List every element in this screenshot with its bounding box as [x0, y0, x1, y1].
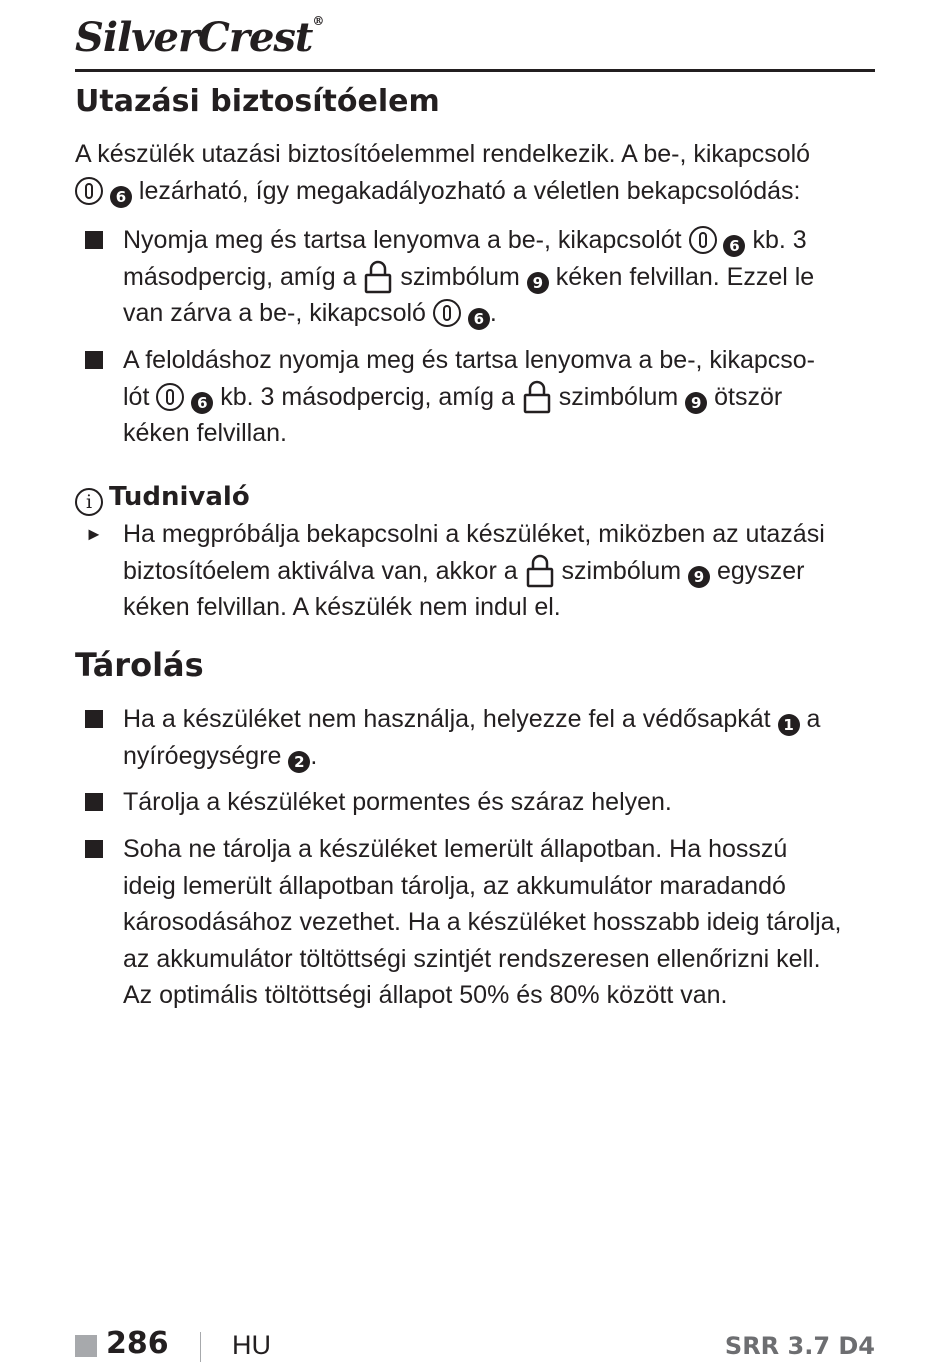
note-heading: i Tudnivaló: [75, 482, 250, 516]
power-switch-icon: [156, 383, 184, 411]
list-item: Tárolja a készüléket pormentes és száraz helyen.: [85, 784, 875, 821]
power-switch-icon: [433, 299, 461, 327]
bullet-square-icon: [85, 231, 103, 249]
footer-divider: [200, 1332, 201, 1362]
footer-square-icon: [75, 1335, 97, 1357]
bullet-square-icon: [85, 351, 103, 369]
bullet-square-icon: [85, 793, 103, 811]
ref-number-6: 6: [468, 308, 490, 330]
bullet-square-icon: [85, 710, 103, 728]
list-item: Ha a készüléket nem használja, helyezze fel a védősapkát 1 a nyíróegységre 2 .: [85, 701, 875, 774]
power-switch-icon: [689, 226, 717, 254]
list-item: Soha ne tárolja a készüléket lemerült állapotban. Ha hosszú ideig lemerült állapotban tárolja, az akkumulátor maradandó károsodásához vezethet. Ha a készüléket hosszabb ideig tárolja, az akkumulátor töltöttségi szintjét rendszeresen ellenőrizni kell. Az optimális töltöttségi állapot 50% és 80% között van.: [85, 831, 875, 1014]
language-code: HU: [232, 1330, 271, 1360]
ref-number-6: 6: [191, 392, 213, 414]
intro-paragraph: A készülék utazási biztosítóelemmel rendelkezik. A be-, kikapcsoló 6 lezárható, így megakadályozható a véletlen bekapcsolódás:: [75, 140, 811, 206]
ref-number-6: 6: [723, 235, 745, 257]
page-number: 286: [106, 1326, 169, 1361]
ref-number-9: 9: [688, 566, 710, 588]
bullet-square-icon: [85, 840, 103, 858]
ref-number-1: 1: [778, 714, 800, 736]
note-list-item: ► Ha megpróbálja bekapcsolni a készüléket, miközben az utazási biztosítóelem aktiválva van, akkor a szimbólum 9 egyszer kéken felvillan. A készülék nem indul el.: [85, 516, 875, 626]
lock-icon: [363, 259, 393, 295]
section-title-travel-lock: Utazási biztosítóelem: [75, 84, 440, 119]
lock-icon: [525, 553, 555, 589]
header-rule: [75, 69, 875, 72]
info-icon: i: [75, 488, 103, 516]
list-item: Nyomja meg és tartsa lenyomva a be-, kikapcsolót 6 kb. 3 másodpercig, amíg a szimbólum 9 kéken felvillan. Ezzel le van zárva a be-, kikapcsoló 6 .: [85, 222, 875, 332]
list-item: A feloldáshoz nyomja meg és tartsa lenyomva a be-, kikapcso- lót 6 kb. 3 másodpercig, amíg a szimbólum 9 ötször kéken felvillan.: [85, 342, 875, 452]
model-number: SRR 3.7 D4: [724, 1332, 875, 1360]
lock-icon: [522, 379, 552, 415]
ref-number-9: 9: [527, 272, 549, 294]
brand-logo: SilverCrest®: [75, 14, 324, 61]
ref-number-9: 9: [685, 392, 707, 414]
section-title-storage: Tárolás: [75, 646, 204, 684]
ref-number-2: 2: [288, 751, 310, 773]
power-switch-icon: [75, 177, 103, 205]
ref-number-6: 6: [110, 186, 132, 208]
arrow-bullet-icon: ►: [85, 524, 103, 544]
